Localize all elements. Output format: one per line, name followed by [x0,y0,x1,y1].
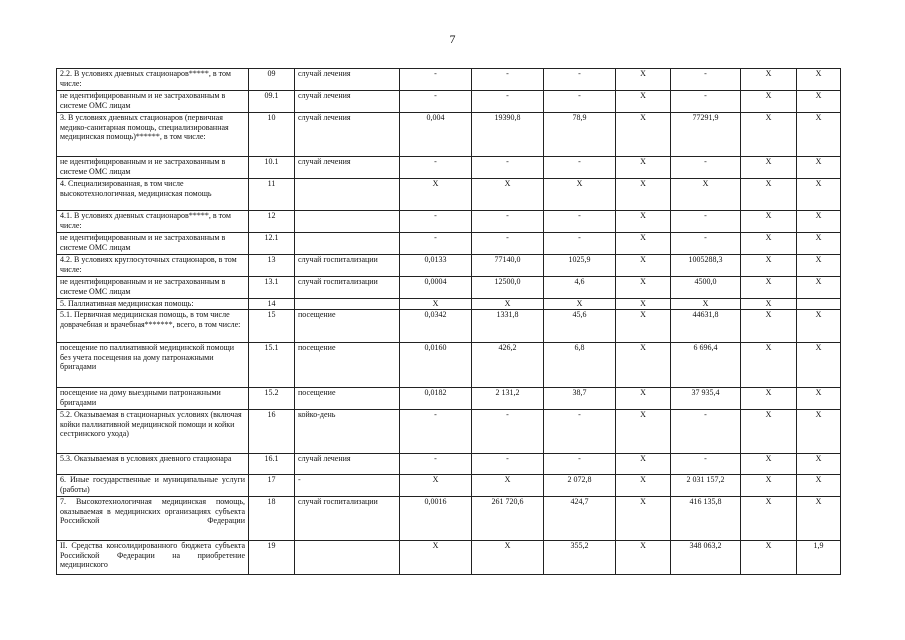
value-cell-2: - [472,410,544,454]
table-row [57,310,841,343]
value-cell-6: X [741,310,797,343]
value-cell-5: 4500,0 [671,277,741,299]
value-cell-1: X [400,475,472,497]
value-cell-7: X [797,343,841,388]
value-cell-5: X [671,179,741,211]
value-cell-6: X [741,541,797,575]
unit-cell [295,211,400,233]
value-cell-2: 426,2 [472,343,544,388]
value-cell-6: X [741,233,797,255]
unit-cell [295,299,400,310]
unit-cell: - [295,475,400,497]
value-cell-6: X [741,113,797,157]
unit-cell: случай госпитализации [295,497,400,541]
value-cell-1: 0,0160 [400,343,472,388]
unit-cell: посещение [295,310,400,343]
value-cell-2: - [472,233,544,255]
row-name-cell: 5. Паллиативная медицинская помощь: [57,299,249,310]
value-cell-7: X [797,310,841,343]
row-name-cell: не идентифицированным и не застрахованным в системе ОМС лицам [57,157,249,179]
value-cell-3: 1025,9 [544,255,616,277]
value-cell-2: - [472,91,544,113]
row-name-cell: 2.2. В условиях дневных стационаров*****, в том числе: [57,69,249,91]
table-row [57,157,841,179]
value-cell-5: - [671,211,741,233]
row-name-cell: 4.2. В условиях круглосуточных стационаров, в том числе: [57,255,249,277]
value-cell-5: 37 935,4 [671,388,741,410]
value-cell-5: 2 031 157,2 [671,475,741,497]
row-number-cell: 11 [249,179,295,211]
value-cell-7: X [797,410,841,454]
value-cell-2: 12500,0 [472,277,544,299]
unit-cell: случай лечения [295,157,400,179]
row-number-cell: 16.1 [249,454,295,475]
value-cell-7: X [797,255,841,277]
unit-cell: случай лечения [295,113,400,157]
table-body [57,69,841,575]
value-cell-2: 77140,0 [472,255,544,277]
value-cell-6: X [741,410,797,454]
table-row [57,497,841,541]
value-cell-4: X [616,113,671,157]
value-cell-3: 424,7 [544,497,616,541]
row-number-cell: 19 [249,541,295,575]
row-name-cell: II. Средства консолидированного бюджета субъекта Российской Федерации на приобретение медицинского [57,541,249,575]
value-cell-6: X [741,255,797,277]
value-cell-5: 6 696,4 [671,343,741,388]
table-row [57,410,841,454]
value-cell-3: X [544,299,616,310]
row-number-cell: 15.1 [249,343,295,388]
row-number-cell: 12 [249,211,295,233]
value-cell-4: X [616,255,671,277]
unit-cell: посещение [295,343,400,388]
row-number-cell: 15 [249,310,295,343]
unit-cell [295,233,400,255]
value-cell-7: X [797,388,841,410]
row-number-cell: 16 [249,410,295,454]
value-cell-4: X [616,211,671,233]
row-name-cell: 4.1. В условиях дневных стационаров*****, в том числе: [57,211,249,233]
value-cell-5: 348 063,2 [671,541,741,575]
row-number-cell: 10.1 [249,157,295,179]
value-cell-2: X [472,179,544,211]
row-number-cell: 10 [249,113,295,157]
value-cell-5: - [671,157,741,179]
value-cell-5: 44631,8 [671,310,741,343]
value-cell-5: - [671,91,741,113]
value-cell-6: X [741,388,797,410]
row-name-cell: посещение по паллиативной медицинской помощи без учета посещения на дому патронажными бригадами [57,343,249,388]
value-cell-6: X [741,343,797,388]
row-name-cell: 5.2. Оказываемая в стационарных условиях (включая койки паллиативной медицинской помощи и койки сестринского ухода) [57,410,249,454]
row-name-cell: не идентифицированным и не застрахованным в системе ОМС лицам [57,91,249,113]
table-row [57,541,841,575]
table-row [57,69,841,91]
value-cell-4: X [616,388,671,410]
value-cell-4: X [616,454,671,475]
value-cell-6: X [741,91,797,113]
table-row [57,277,841,299]
value-cell-6: X [741,299,797,310]
table-row [57,299,841,310]
value-cell-7: X [797,454,841,475]
value-cell-6: X [741,277,797,299]
value-cell-2: - [472,454,544,475]
row-number-cell: 18 [249,497,295,541]
table-row [57,343,841,388]
value-cell-4: X [616,233,671,255]
row-name-cell: 5.3. Оказываемая в условиях дневного стационара [57,454,249,475]
value-cell-5: - [671,410,741,454]
value-cell-5: - [671,233,741,255]
value-cell-4: X [616,91,671,113]
value-cell-4: X [616,69,671,91]
value-cell-1: 0,0342 [400,310,472,343]
value-cell-1: - [400,233,472,255]
value-cell-3: - [544,69,616,91]
value-cell-1: - [400,69,472,91]
value-cell-4: X [616,475,671,497]
unit-cell: случай госпитализации [295,277,400,299]
value-cell-1: 0,004 [400,113,472,157]
row-name-cell: 7. Высокотехнологичная медицинская помощь, оказываемая в медицинских организациях субъекта Российской Федерации [57,497,249,541]
table-row [57,454,841,475]
value-cell-5: 77291,9 [671,113,741,157]
value-cell-2: 19390,8 [472,113,544,157]
value-cell-2: 1331,8 [472,310,544,343]
value-cell-6: X [741,454,797,475]
value-cell-5: - [671,454,741,475]
table-row [57,211,841,233]
value-cell-7: X [797,91,841,113]
unit-cell: посещение [295,388,400,410]
value-cell-3: 45,6 [544,310,616,343]
row-number-cell: 09.1 [249,91,295,113]
table-row [57,255,841,277]
value-cell-3: - [544,454,616,475]
value-cell-1: - [400,211,472,233]
value-cell-6: X [741,179,797,211]
value-cell-7: X [797,157,841,179]
value-cell-5: 416 135,8 [671,497,741,541]
row-name-cell: 3. В условиях дневных стационаров (первичная медико-санитарная помощь, специализированная медицинская помощь)******, в том числе: [57,113,249,157]
value-cell-3: - [544,91,616,113]
value-cell-7: X [797,277,841,299]
unit-cell: случай лечения [295,454,400,475]
table-row [57,113,841,157]
value-cell-1: - [400,157,472,179]
page-number: 7 [449,32,456,46]
row-name-cell: 5.1. Первичная медицинская помощь, в том числе доврачебная и врачебная*******, всего, в том числе: [57,310,249,343]
value-cell-2: - [472,211,544,233]
value-cell-3: X [544,179,616,211]
value-cell-1: - [400,91,472,113]
value-cell-4: X [616,277,671,299]
row-number-cell: 09 [249,69,295,91]
value-cell-6: X [741,157,797,179]
value-cell-5: - [671,69,741,91]
value-cell-6: X [741,497,797,541]
value-cell-1: X [400,179,472,211]
value-cell-4: X [616,410,671,454]
row-name-cell: 6. Иные государственные и муниципальные услуги (работы) [57,475,249,497]
value-cell-3: 38,7 [544,388,616,410]
value-cell-4: X [616,343,671,388]
row-number-cell: 13 [249,255,295,277]
value-cell-1: 0,0133 [400,255,472,277]
row-number-cell: 12.1 [249,233,295,255]
value-cell-2: X [472,475,544,497]
value-cell-1: 0,0004 [400,277,472,299]
value-cell-7: X [797,497,841,541]
row-number-cell: 15.2 [249,388,295,410]
value-cell-3: - [544,211,616,233]
value-cell-2: X [472,541,544,575]
value-cell-6: X [741,211,797,233]
value-cell-3: 78,9 [544,113,616,157]
table-row [57,388,841,410]
value-cell-3: 2 072,8 [544,475,616,497]
value-cell-2: X [472,299,544,310]
table-row [57,91,841,113]
value-cell-1: - [400,454,472,475]
value-cell-1: 0,0182 [400,388,472,410]
value-cell-6: X [741,475,797,497]
value-cell-4: X [616,299,671,310]
value-cell-7: 1,9 [797,541,841,575]
value-cell-4: X [616,497,671,541]
table-row [57,233,841,255]
value-cell-1: X [400,541,472,575]
row-name-cell: не идентифицированным и не застрахованным в системе ОМС лицам [57,277,249,299]
unit-cell [295,541,400,575]
row-number-cell: 13.1 [249,277,295,299]
value-cell-7 [797,299,841,310]
value-cell-2: - [472,157,544,179]
unit-cell: случай лечения [295,69,400,91]
value-cell-7: X [797,69,841,91]
row-name-cell: 4. Специализированная, в том числе высокотехнологичная, медицинская помощь [57,179,249,211]
table-row [57,179,841,211]
data-table [56,68,841,575]
value-cell-4: X [616,310,671,343]
value-cell-1: - [400,410,472,454]
value-cell-3: 355,2 [544,541,616,575]
unit-cell: случай госпитализации [295,255,400,277]
row-number-cell: 17 [249,475,295,497]
value-cell-3: 6,8 [544,343,616,388]
value-cell-3: 4,6 [544,277,616,299]
unit-cell: случай лечения [295,91,400,113]
table-row [57,475,841,497]
value-cell-7: X [797,179,841,211]
row-number-cell: 14 [249,299,295,310]
row-name-cell: посещение на дому выездными патронажными бригадами [57,388,249,410]
value-cell-5: X [671,299,741,310]
value-cell-7: X [797,475,841,497]
value-cell-5: 1005288,3 [671,255,741,277]
value-cell-7: X [797,113,841,157]
value-cell-2: 261 720,6 [472,497,544,541]
value-cell-7: X [797,233,841,255]
value-cell-1: X [400,299,472,310]
row-name-cell: не идентифицированным и не застрахованным в системе ОМС лицам [57,233,249,255]
unit-cell: койко-день [295,410,400,454]
unit-cell [295,179,400,211]
value-cell-1: 0,0016 [400,497,472,541]
value-cell-3: - [544,410,616,454]
value-cell-3: - [544,233,616,255]
value-cell-4: X [616,157,671,179]
value-cell-4: X [616,179,671,211]
value-cell-2: 2 131,2 [472,388,544,410]
value-cell-6: X [741,69,797,91]
value-cell-7: X [797,211,841,233]
value-cell-3: - [544,157,616,179]
value-cell-4: X [616,541,671,575]
value-cell-2: - [472,69,544,91]
